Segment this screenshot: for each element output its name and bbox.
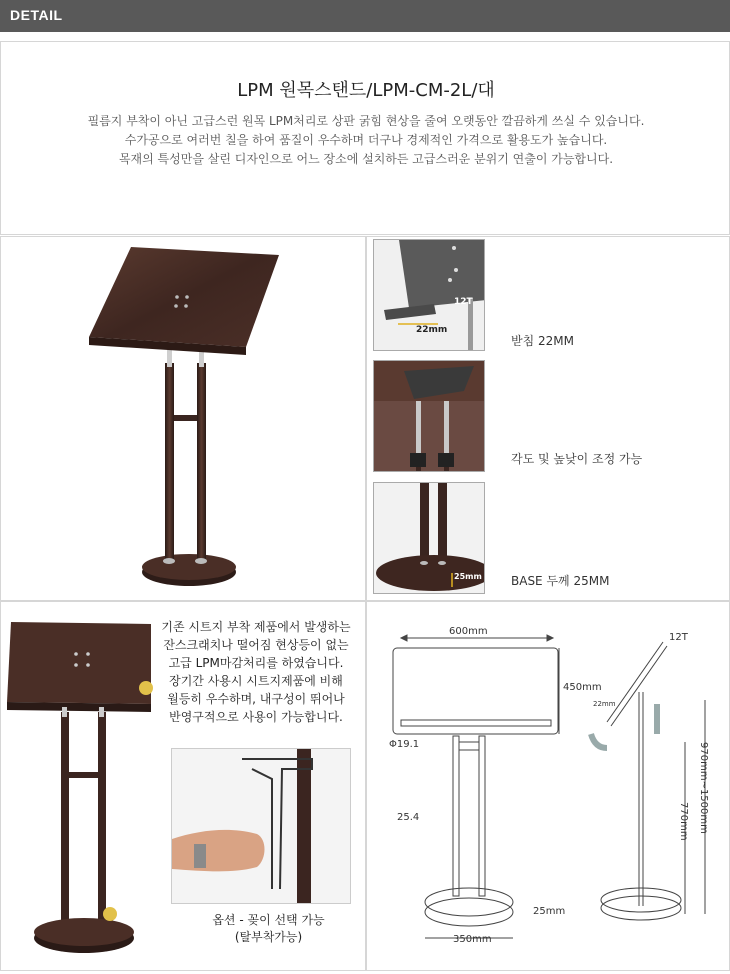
finish-line: 잔스크래치나 떨어짐 현상등이 없는 [163,638,349,652]
height-label: 450mm [563,682,602,693]
ledge-label: 22mm [593,700,616,708]
base-annotation: 25mm [454,572,482,581]
dimensions-panel [366,601,730,971]
finish-panel [0,601,366,971]
header-title: DETAIL [10,7,63,23]
base-thickness-label: 25mm [533,906,566,917]
angle-detail-photo [373,360,485,472]
detail-label-ledge: 받침 22MM [511,334,574,348]
finish-line: 고급 LPM마감처리를 하였습니다. [168,656,344,670]
finish-line: 장기간 사용시 시트지제품에 비해 [169,674,343,688]
thickness-annotation: 12T [454,297,473,307]
description-line-1: 필름지 부착이 아닌 고급스런 원목 LPM처리로 상판 굵힘 현상을 줄여 오랫동안 깔끔하게 쓰실 수 있습니다. [87,114,645,128]
finish-lectern-top [7,622,151,704]
base-detail-photo [373,482,485,594]
finish-line: 반영구적으로 사용이 가능합니다. [169,710,343,724]
lower-pipe-label: 25.4 [397,812,420,823]
detail-label-angle: 각도 및 높낮이 조정 가능 [511,452,643,466]
dimensions-diagram [367,602,729,970]
product-title: LPM 원목스탠드/LPM-CM-2L/대 [237,80,495,101]
intro-panel [0,41,730,235]
finish-line: 기존 시트지 부착 제품에서 발생하는 [161,620,351,634]
left-pole [165,363,174,563]
width-label: 600mm [449,626,488,637]
details-panel [366,236,730,601]
finish-description [151,618,361,726]
detail-label-base: BASE 두께 25MM [511,574,610,588]
ledge-detail-photo [373,239,485,351]
lectern-top [89,247,279,347]
thickness-label: 12T [669,632,688,643]
pole-height-label: 770mm [678,802,689,841]
stand-photo [1,237,365,600]
option-caption-line-2: (탈부착가능) [234,930,303,944]
description-line-3: 목재의 특성만을 살린 디자인으로 어느 장소에 설치하든 고급스러운 분위기 연출이 가능합니다. [118,152,614,166]
finish-line: 월등히 우수하며, 내구성이 뛰어나 [167,692,345,706]
header-bar [0,0,730,32]
option-caption-line-1: 옵션 - 꽂이 선택 가능 [212,913,325,927]
option-holder-photo [171,748,351,904]
right-pole [197,363,206,563]
description-line-2: 수가공으로 여러번 칠을 하여 품질이 우수하며 더구나 경제적인 가격으로 활용도가 높습니다. [124,133,608,147]
ledge-annotation: 22mm [416,325,448,335]
stand-photo-panel [0,236,366,601]
upper-pipe-label: Φ19.1 [389,739,420,750]
option-caption [176,912,361,946]
base-width-label: 350mm [453,934,492,945]
total-height-label: 970mm~1500mm [698,742,709,834]
finish-stand-photo [1,602,176,970]
